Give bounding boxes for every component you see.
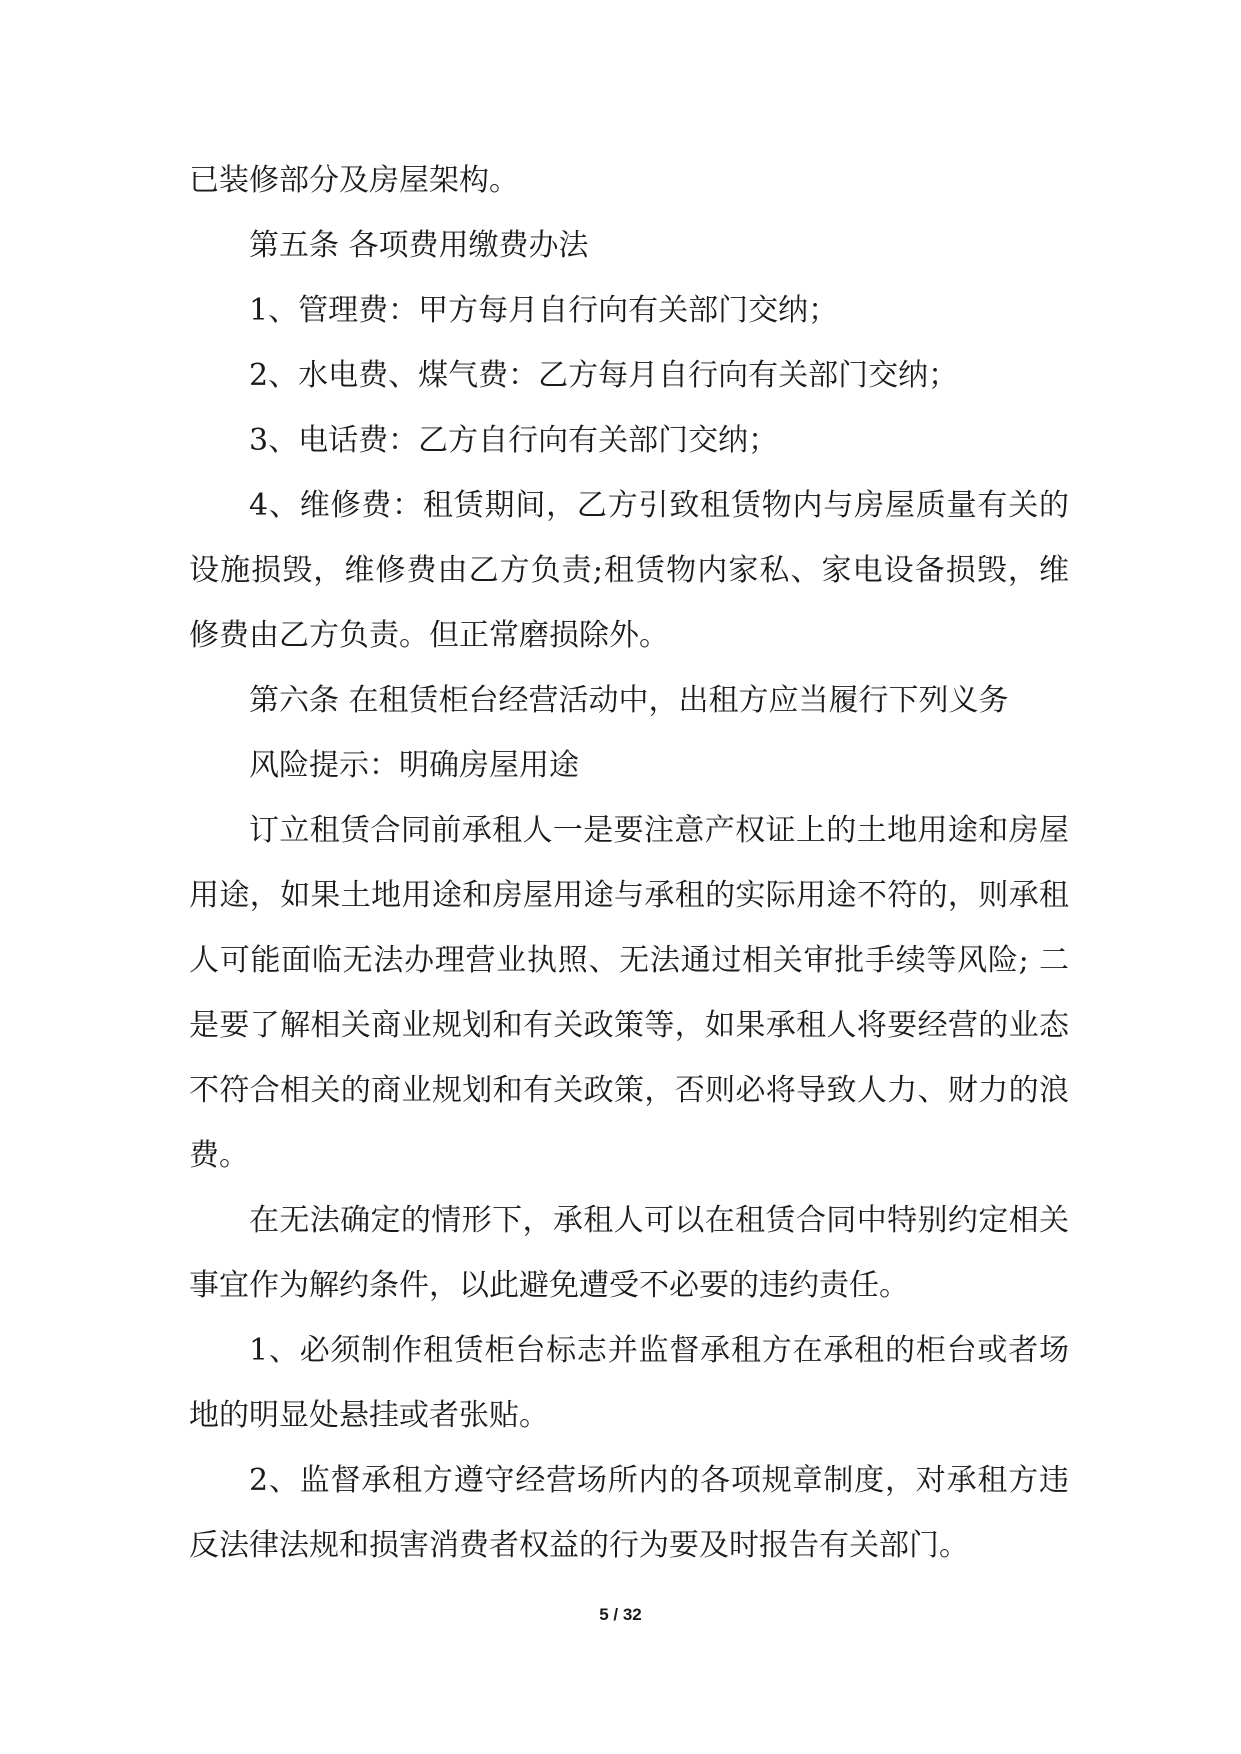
fee-item-management: 1、管理费：甲方每月自行向有关部门交纳； bbox=[249, 293, 839, 328]
fee-item-utilities: 2、水电费、煤气费：乙方每月自行向有关部门交纳； bbox=[249, 358, 959, 393]
article-6-heading: 第六条 在租赁柜台经营活动中，出租方应当履行下列义务 bbox=[249, 683, 1009, 718]
risk-notice-heading: 风险提示：明确房屋用途 bbox=[249, 748, 579, 783]
fee-item-telephone: 3、电话费：乙方自行向有关部门交纳； bbox=[249, 423, 779, 458]
risk-notice-body: 订立租赁合同前承租人一是要注意产权证上的土地用途和房屋用途，如果土地用途和房屋用途与承租的实际用途不符的，则承租人可能面临无法办理营业执照、无法通过相关审批手续等风险; 二是要了解相关商业规划和有关政策等，如果承租人将要经营的业态不符合相关的商业规划和有关政策，否则必将导致人力、财力的浪费。 bbox=[189, 813, 1069, 1173]
paragraph-continuation: 已装修部分及房屋架构。 bbox=[189, 163, 519, 198]
document-body bbox=[189, 148, 1069, 1578]
obligation-item-2: 2、监督承租方遵守经营场所内的各项规章制度，对承租方违反法律法规和损害消费者权益的行为要及时报告有关部门。 bbox=[189, 1463, 1069, 1563]
fee-item-maintenance: 4、维修费：租赁期间，乙方引致租赁物内与房屋质量有关的设施损毁，维修费由乙方负责;租赁物内家私、家电设备损毁，维修费由乙方负责。但正常磨损除外。 bbox=[189, 488, 1069, 653]
risk-notice-advice: 在无法确定的情形下，承租人可以在租赁合同中特别约定相关事宜作为解约条件，以此避免遭受不必要的违约责任。 bbox=[189, 1203, 1069, 1303]
obligation-item-1: 1、必须制作租赁柜台标志并监督承租方在承租的柜台或者场地的明显处悬挂或者张贴。 bbox=[189, 1333, 1069, 1433]
article-5-heading: 第五条 各项费用缴费办法 bbox=[249, 228, 589, 263]
page-number: 5 / 32 bbox=[599, 1605, 642, 1624]
